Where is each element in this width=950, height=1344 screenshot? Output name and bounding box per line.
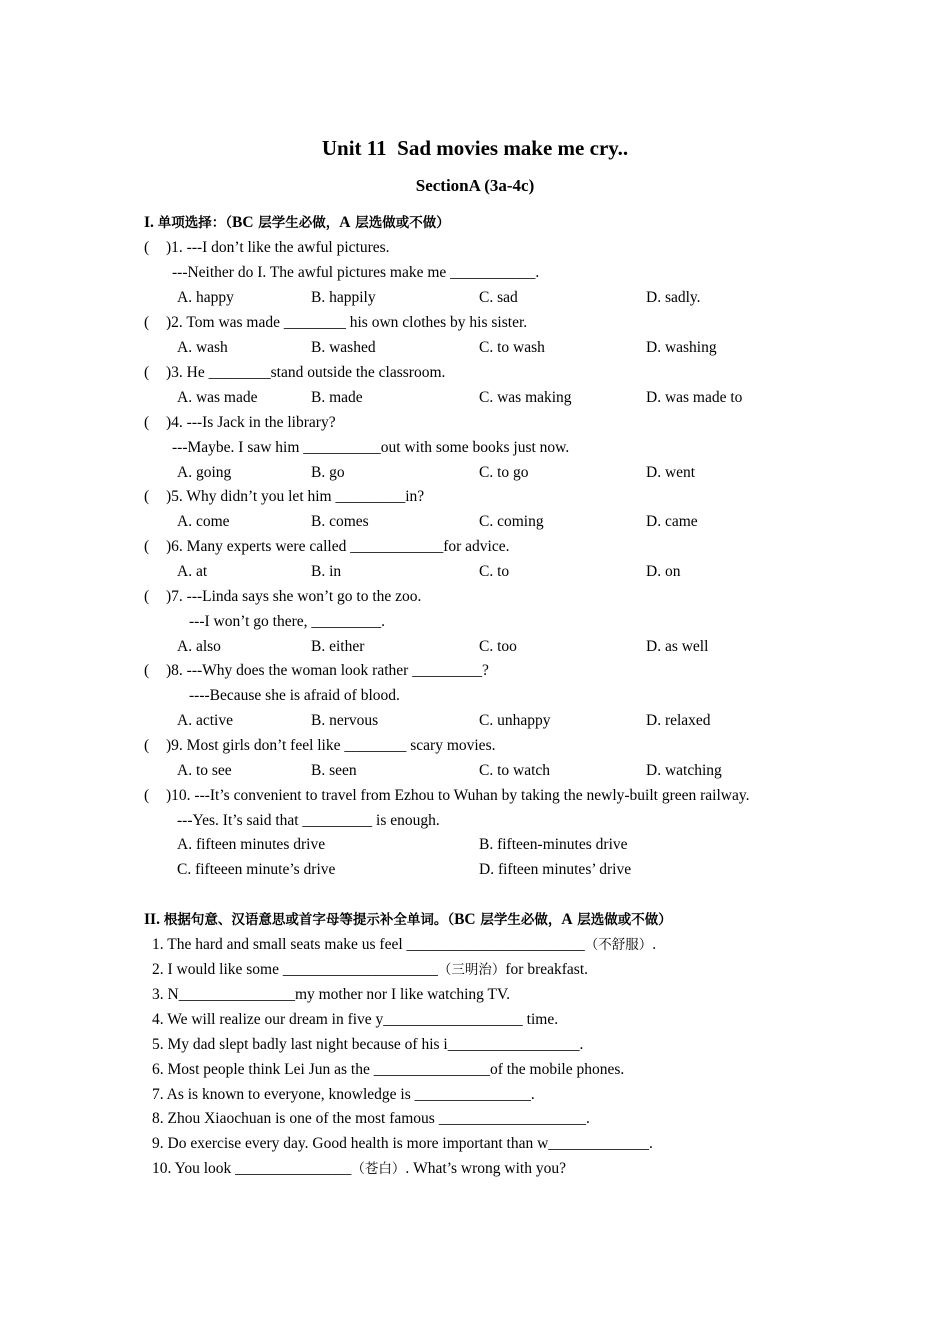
option-b: B. comes bbox=[311, 513, 369, 530]
section2-heading-bc: BC bbox=[454, 911, 476, 928]
option-d: D. went bbox=[646, 464, 696, 481]
section1-heading-end: 层选做或不做） bbox=[350, 215, 450, 231]
fill-item-text: 9. Do exercise every day. Good health is more important than w_____________. bbox=[152, 1135, 653, 1152]
option-a: A. at bbox=[177, 563, 208, 580]
question-stem: )7. ---Linda says she won’t go to the zoo. bbox=[166, 588, 422, 605]
option-c: C. to bbox=[479, 563, 510, 580]
fill-item-3 bbox=[152, 985, 510, 1005]
answer-paren[interactable]: ( bbox=[144, 588, 150, 605]
question-stem: )9. Most girls don’t feel like ________ scary movies. bbox=[166, 737, 496, 754]
option-d: D. relaxed bbox=[646, 712, 711, 729]
fill-item-hint: （不舒服） bbox=[584, 937, 653, 953]
fill-item-text: 5. My dad slept badly last night because of his i_________________. bbox=[152, 1036, 584, 1053]
option-c: C. unhappy bbox=[479, 712, 551, 729]
fill-item-6 bbox=[152, 1060, 624, 1080]
section1-heading bbox=[144, 213, 450, 233]
fill-item-2 bbox=[152, 960, 588, 980]
fill-item-text: 10. You look _______________ bbox=[152, 1160, 352, 1177]
fill-item-10 bbox=[152, 1159, 566, 1179]
fill-item-text: 2. I would like some ____________________ bbox=[152, 961, 438, 978]
option-b: B. fifteen-minutes drive bbox=[479, 836, 628, 853]
fill-item-4 bbox=[152, 1010, 558, 1030]
question-stem: )1. ---I don’t like the awful pictures. bbox=[166, 239, 390, 256]
fill-item-text: 7. As is known to everyone, knowledge is _______________. bbox=[152, 1086, 535, 1103]
answer-paren[interactable]: ( bbox=[144, 538, 150, 555]
option-d: D. on bbox=[646, 563, 681, 580]
option-a: A. going bbox=[177, 464, 232, 481]
section1-heading-mid: 层学生必做， bbox=[253, 215, 340, 231]
option-c: C. to watch bbox=[479, 762, 551, 779]
fill-item-text: 3. N_______________my mother nor I like watching TV. bbox=[152, 986, 511, 1003]
fill-item-text: 8. Zhou Xiaochuan is one of the most famous ___________________. bbox=[152, 1110, 590, 1127]
option-d: D. as well bbox=[646, 638, 709, 655]
answer-paren[interactable]: ( bbox=[144, 414, 150, 431]
fill-item-7 bbox=[152, 1085, 535, 1105]
option-b: B. made bbox=[311, 389, 363, 406]
option-b: B. either bbox=[311, 638, 365, 655]
question-stem-line2: ---Yes. It’s said that _________ is enough. bbox=[177, 812, 440, 829]
fill-item-1 bbox=[152, 935, 656, 955]
option-b: B. go bbox=[311, 464, 345, 481]
question-stem: )2. Tom was made ________ his own clothes by his sister. bbox=[166, 314, 528, 331]
section2-heading bbox=[144, 910, 672, 930]
option-d: D. was made to bbox=[646, 389, 743, 406]
option-d: D. came bbox=[646, 513, 698, 530]
option-d: D. fifteen minutes’ drive bbox=[479, 861, 632, 878]
question-stem-line2: ---Neither do I. The awful pictures make me ___________. bbox=[172, 264, 540, 281]
answer-paren[interactable]: ( bbox=[144, 364, 150, 381]
page-title: Unit 11 Sad movies make me cry.. bbox=[321, 136, 629, 160]
fill-item-text: 1. The hard and small seats make us feel _______________________ bbox=[152, 936, 585, 953]
option-a: A. wash bbox=[177, 339, 228, 356]
question-stem: )3. He ________stand outside the classroom. bbox=[166, 364, 446, 381]
option-a: A. also bbox=[177, 638, 221, 655]
answer-paren[interactable]: ( bbox=[144, 314, 150, 331]
option-c: C. to go bbox=[479, 464, 529, 481]
section1-heading-a: A bbox=[339, 214, 351, 231]
option-b: B. washed bbox=[311, 339, 376, 356]
option-b: B. seen bbox=[311, 762, 357, 779]
option-a: A. happy bbox=[177, 289, 234, 306]
answer-paren[interactable]: ( bbox=[144, 488, 150, 505]
option-c: C. was making bbox=[479, 389, 572, 406]
fill-item-text: 6. Most people think Lei Jun as the _______________of the mobile phones. bbox=[152, 1061, 625, 1078]
fill-item-tail: . bbox=[652, 936, 657, 953]
question-stem: )10. ---It’s convenient to travel from Ezhou to Wuhan by taking the newly-built green railway. bbox=[166, 787, 750, 804]
option-c: C. sad bbox=[479, 289, 518, 306]
question-stem-line2: ----Because she is afraid of blood. bbox=[189, 687, 400, 704]
answer-paren[interactable]: ( bbox=[144, 737, 150, 754]
fill-item-tail: . What’s wrong with you? bbox=[405, 1160, 566, 1177]
fill-item-hint: （三明治） bbox=[437, 962, 506, 978]
question-stem-line2: ---Maybe. I saw him __________out with some books just now. bbox=[172, 439, 570, 456]
option-b: B. happily bbox=[311, 289, 376, 306]
section2-heading-a: A bbox=[561, 911, 573, 928]
question-stem: )4. ---Is Jack in the library? bbox=[166, 414, 336, 431]
section2-heading-cn: 根据句意、汉语意思或首字母等提示补全单词。（ bbox=[163, 912, 455, 928]
page-subtitle: SectionA (3a-4c) bbox=[415, 176, 535, 195]
option-c: C. fifteeen minute’s drive bbox=[177, 861, 336, 878]
answer-paren[interactable]: ( bbox=[144, 662, 150, 679]
option-d: D. sadly. bbox=[646, 289, 701, 306]
section1-heading-bc: BC bbox=[232, 214, 254, 231]
fill-item-text: 4. We will realize our dream in five y__________________ time. bbox=[152, 1011, 559, 1028]
option-b: B. in bbox=[311, 563, 342, 580]
question-stem: )5. Why didn’t you let him _________in? bbox=[166, 488, 425, 505]
option-c: C. too bbox=[479, 638, 517, 655]
fill-item-5 bbox=[152, 1035, 583, 1055]
fill-item-hint: （苍白） bbox=[351, 1161, 406, 1177]
fill-item-tail: for breakfast. bbox=[505, 961, 588, 978]
option-a: A. fifteen minutes drive bbox=[177, 836, 326, 853]
option-d: D. watching bbox=[646, 762, 722, 779]
section2-heading-mid: 层学生必做， bbox=[475, 912, 562, 928]
fill-item-8 bbox=[152, 1109, 590, 1129]
option-a: A. come bbox=[177, 513, 230, 530]
answer-paren[interactable]: ( bbox=[144, 239, 150, 256]
option-c: C. coming bbox=[479, 513, 544, 530]
option-b: B. nervous bbox=[311, 712, 379, 729]
fill-item-9 bbox=[152, 1134, 653, 1154]
option-d: D. washing bbox=[646, 339, 717, 356]
section1-heading-cn: 单项选择：（ bbox=[157, 215, 233, 231]
section2-heading-end: 层选做或不做） bbox=[572, 912, 672, 928]
option-a: A. to see bbox=[177, 762, 232, 779]
question-stem: )8. ---Why does the woman look rather _________? bbox=[166, 662, 489, 679]
section2-number: II. bbox=[144, 911, 164, 928]
question-stem: )6. Many experts were called ____________for advice. bbox=[166, 538, 510, 555]
answer-paren[interactable]: ( bbox=[144, 787, 150, 804]
option-a: A. active bbox=[177, 712, 233, 729]
option-c: C. to wash bbox=[479, 339, 545, 356]
option-a: A. was made bbox=[177, 389, 258, 406]
question-stem-line2: ---I won’t go there, _________. bbox=[189, 613, 386, 630]
section1-number: I. bbox=[144, 214, 158, 231]
